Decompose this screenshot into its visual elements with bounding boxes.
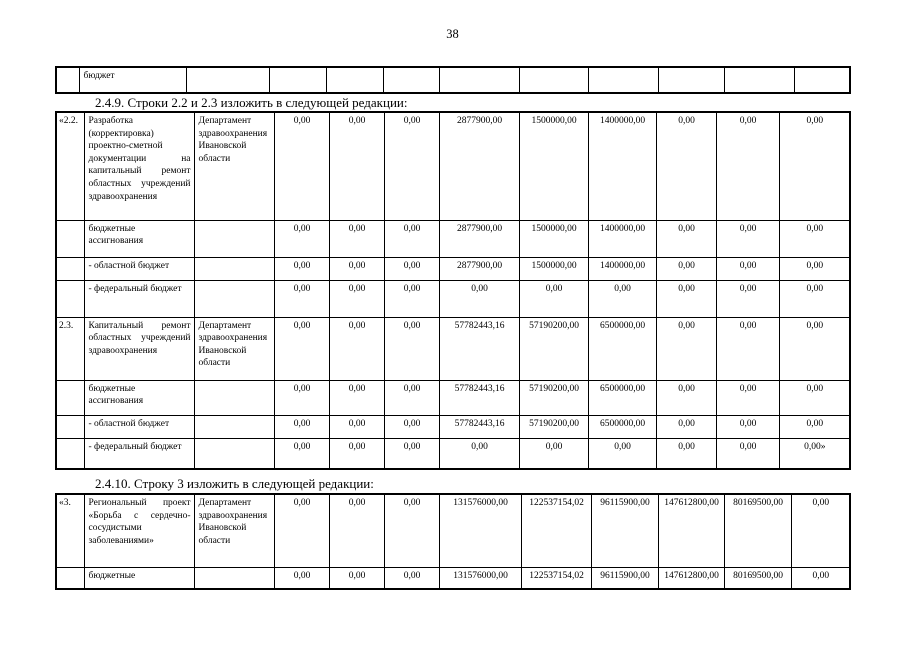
table-cell: 0,00 (274, 280, 329, 317)
table-cell: бюджетные ассигнования (84, 220, 194, 257)
table-cell: 0,00 (779, 257, 850, 280)
table-cell (194, 280, 274, 317)
table-cell: 0,00 (329, 567, 384, 589)
table-row (56, 257, 850, 280)
section-heading-2-4-9: 2.4.9. Строки 2.2 и 2.3 изложить в следующей редакции: (95, 95, 408, 110)
table-cell: 0,00 (274, 380, 329, 415)
table-row (56, 220, 850, 257)
table-row (56, 317, 850, 380)
table-cell: 80169500,00 (724, 567, 791, 589)
table-cell: 131576000,00 (439, 494, 521, 567)
table-cell: Разработка (корректировка) проектно-сметной документации на капитальный ремонт областных учреждений здравоохранения (84, 112, 194, 220)
table-cell: 0,00 (656, 257, 716, 280)
table-cell: 0,00 (274, 415, 329, 438)
table-cell: 0,00 (716, 415, 779, 438)
table-cell: 131576000,00 (439, 567, 521, 589)
table-cell: 0,00 (439, 438, 519, 469)
table-row (56, 280, 850, 317)
table-cell: 2877900,00 (439, 257, 519, 280)
table-cell: 0,00 (329, 317, 384, 380)
table-cell: 1400000,00 (588, 257, 656, 280)
table-cell: бюджет (79, 67, 186, 93)
table-cell: 0,00 (656, 380, 716, 415)
table-rows-2-2-and-2-3 (55, 111, 851, 470)
table-cell: 0,00 (791, 567, 850, 589)
table-cell: 0,00 (716, 438, 779, 469)
table-cell: 0,00 (716, 220, 779, 257)
table-cell: 6500000,00 (588, 380, 656, 415)
table-cell: 1400000,00 (588, 112, 656, 220)
table-cell: 0,00 (274, 112, 329, 220)
table-cell: - областной бюджет (84, 257, 194, 280)
table-cell: 0,00 (656, 112, 716, 220)
table-cell: Департамент здравоохранения Ивановской области (194, 112, 274, 220)
table-cell (588, 67, 658, 93)
table-cell: 0,00 (588, 280, 656, 317)
table-cell: 122537154,02 (521, 567, 591, 589)
table-cell: «3. (56, 494, 84, 567)
table-cell (56, 257, 84, 280)
table-cell: 80169500,00 (724, 494, 791, 567)
table-cell: 0,00 (384, 380, 439, 415)
table-cell (56, 438, 84, 469)
table-cell: 0,00 (274, 317, 329, 380)
table-cell: «2.2. (56, 112, 84, 220)
table-row (56, 67, 850, 93)
table-cell: 0,00 (329, 380, 384, 415)
table-cell: 0,00 (791, 494, 850, 567)
table-cell (269, 67, 326, 93)
table-cell (724, 67, 794, 93)
table-cell: 0,00 (274, 438, 329, 469)
table-cell: 0,00 (716, 380, 779, 415)
table-cell: 0,00 (716, 280, 779, 317)
table-cell (194, 438, 274, 469)
table-cell: 0,00 (329, 415, 384, 438)
table-row (56, 380, 850, 415)
table-cell (186, 67, 269, 93)
table-cell: 0,00 (716, 317, 779, 380)
table-cell: 0,00 (384, 112, 439, 220)
table-cell: 0,00 (329, 112, 384, 220)
table-cell: 1500000,00 (519, 257, 588, 280)
table-cell (658, 67, 724, 93)
table-cell: 0,00 (716, 112, 779, 220)
table-cell (56, 415, 84, 438)
table-cell (519, 67, 588, 93)
table-cell: 57190200,00 (519, 380, 588, 415)
table-cell: 0,00 (329, 438, 384, 469)
table-cell (194, 380, 274, 415)
table-row (56, 415, 850, 438)
table-cell: 96115900,00 (591, 494, 658, 567)
document-page (0, 27, 905, 667)
table-cell (56, 380, 84, 415)
table-row (56, 494, 850, 567)
table-cell: 57782443,16 (439, 415, 519, 438)
table-cell: Региональный проект «Борьба с сердечно-сосудистыми заболеваниями» (84, 494, 194, 567)
table-cell: Департамент здравоохранения Ивановской области (194, 317, 274, 380)
table-cell (194, 567, 274, 589)
table-cell: 0,00 (384, 317, 439, 380)
table-cell: 0,00 (716, 257, 779, 280)
table-cell: 0,00 (519, 438, 588, 469)
table-cell: 96115900,00 (591, 567, 658, 589)
table-cell: 147612800,00 (658, 567, 724, 589)
table-cell: Департамент здравоохранения Ивановской области (194, 494, 274, 567)
table-cell: 0,00 (274, 257, 329, 280)
table-fragment-previous-section (55, 66, 851, 94)
table-cell: бюджетные ассигнования (84, 380, 194, 415)
table-cell: 0,00 (274, 220, 329, 257)
table-cell: 0,00» (779, 438, 850, 469)
table-row-3 (55, 493, 851, 590)
table-cell: Капитальный ремонт областных учреждений здравоохранения (84, 317, 194, 380)
table-cell: 0,00 (329, 280, 384, 317)
table-cell: 0,00 (384, 415, 439, 438)
table-row (56, 438, 850, 469)
table-cell: 0,00 (274, 494, 329, 567)
table-cell: 0,00 (384, 280, 439, 317)
table-cell: 0,00 (519, 280, 588, 317)
table-cell: 2877900,00 (439, 112, 519, 220)
table-cell: 1500000,00 (519, 220, 588, 257)
table-cell: 0,00 (274, 567, 329, 589)
table-cell: 0,00 (329, 220, 384, 257)
table-cell (194, 415, 274, 438)
table-cell (383, 67, 439, 93)
table-cell: 0,00 (384, 257, 439, 280)
table-cell (56, 220, 84, 257)
table-cell: 0,00 (588, 438, 656, 469)
table-cell: 0,00 (384, 438, 439, 469)
table-cell: 0,00 (779, 380, 850, 415)
table-cell: 0,00 (329, 494, 384, 567)
table-cell (56, 280, 84, 317)
table-cell: 57782443,16 (439, 380, 519, 415)
table-cell: 122537154,02 (521, 494, 591, 567)
table-cell: - областной бюджет (84, 415, 194, 438)
table-cell: - федеральный бюджет (84, 280, 194, 317)
page-number: 38 (446, 27, 459, 41)
table-cell: 0,00 (329, 257, 384, 280)
table-cell (194, 220, 274, 257)
table-cell: 0,00 (779, 220, 850, 257)
table-cell: 0,00 (656, 415, 716, 438)
table-cell: 6500000,00 (588, 317, 656, 380)
table-cell: 0,00 (779, 112, 850, 220)
table-cell: 0,00 (656, 317, 716, 380)
table-cell: 57190200,00 (519, 415, 588, 438)
table-cell: 1500000,00 (519, 112, 588, 220)
table-cell: 6500000,00 (588, 415, 656, 438)
table-cell: 2.3. (56, 317, 84, 380)
table-cell: 2877900,00 (439, 220, 519, 257)
table-cell: 57190200,00 (519, 317, 588, 380)
table-cell (326, 67, 383, 93)
table-cell: - федеральный бюджет (84, 438, 194, 469)
table-row (56, 112, 850, 220)
section-heading-2-4-10: 2.4.10. Строку 3 изложить в следующей редакции: (95, 476, 374, 491)
table-cell: 0,00 (779, 415, 850, 438)
table-cell: бюджетные (84, 567, 194, 589)
table-cell: 1400000,00 (588, 220, 656, 257)
table-cell (794, 67, 850, 93)
table-cell: 0,00 (439, 280, 519, 317)
table-row (56, 567, 850, 589)
table-cell: 0,00 (656, 438, 716, 469)
table-cell (194, 257, 274, 280)
table-cell (439, 67, 519, 93)
table-cell: 0,00 (384, 494, 439, 567)
table-cell: 0,00 (779, 280, 850, 317)
table-cell: 57782443,16 (439, 317, 519, 380)
table-cell: 0,00 (384, 567, 439, 589)
table-cell: 0,00 (779, 317, 850, 380)
table-cell (56, 567, 84, 589)
table-cell: 0,00 (656, 280, 716, 317)
table-cell: 0,00 (656, 220, 716, 257)
table-cell (56, 67, 79, 93)
table-cell: 0,00 (384, 220, 439, 257)
table-cell: 147612800,00 (658, 494, 724, 567)
